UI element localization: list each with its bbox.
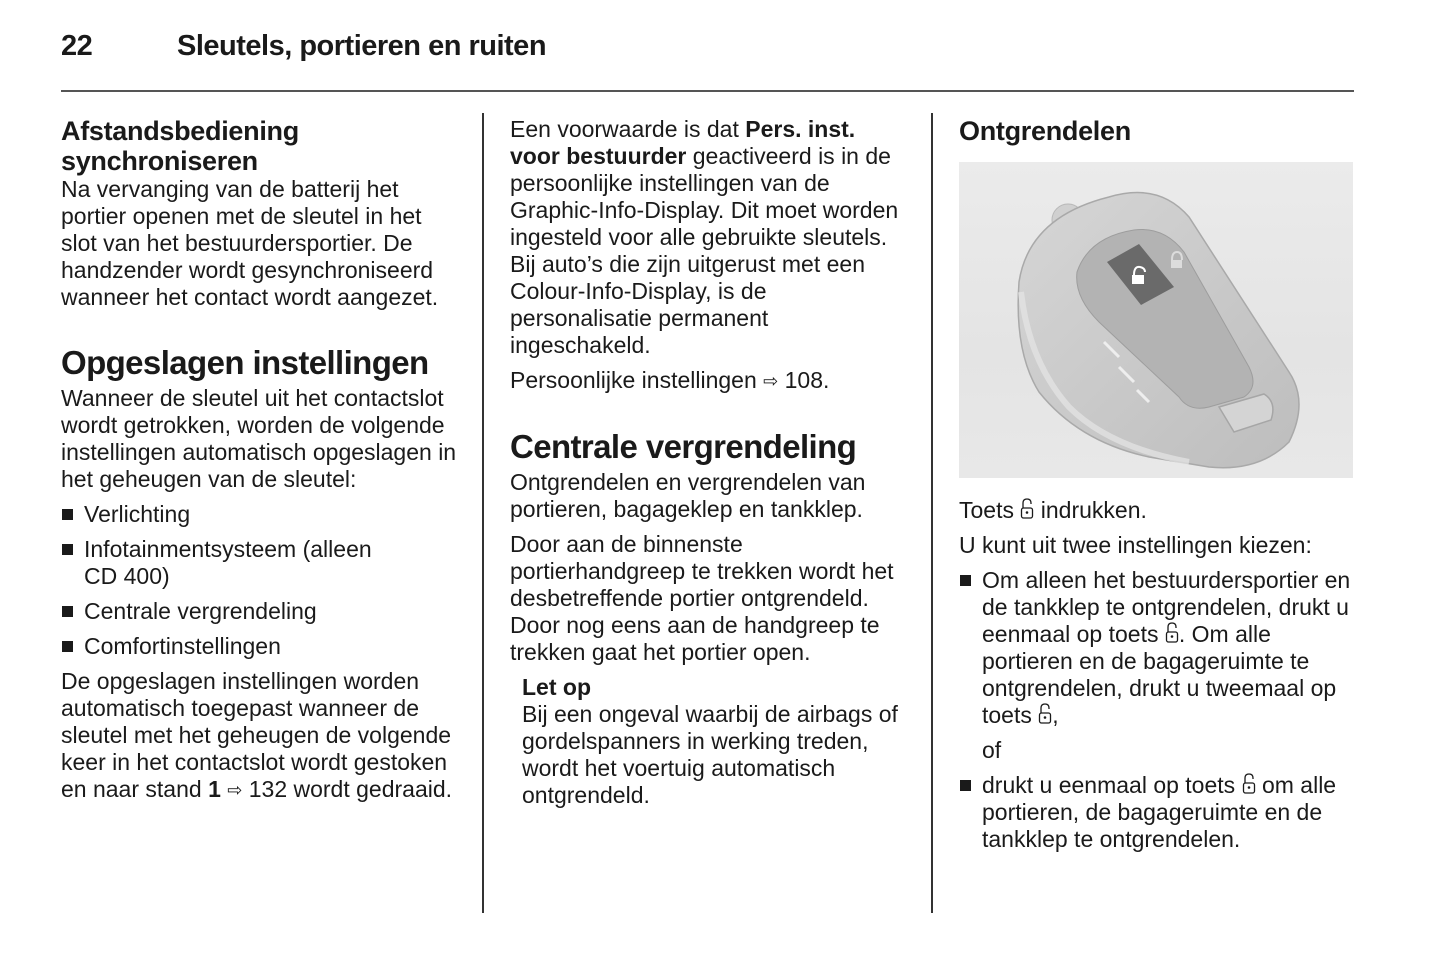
bullet-square-icon <box>960 575 971 586</box>
note-body: Bij een ongeval waarbij de airbags of gordelspanners in werking treden, wordt het voertuig automatisch ontgrendeld. <box>522 701 898 808</box>
ignition-position: 1 <box>208 776 221 802</box>
text: geactiveerd is in de persoonlijke instellingen van de Graphic-Info-Display. Dit moet worden ingesteld voor alle gebruikte sleutels. Bij auto’s die zijn uitgerust met een Colour-Info-Display, is de personalisatie permanent ingeschakeld. <box>510 143 899 358</box>
press-button-instruction <box>959 497 1359 524</box>
page-reference-link[interactable]: 108. <box>784 367 830 393</box>
column-2 <box>510 116 910 809</box>
text: De opgeslagen instellingen worden automatisch toegepast wanneer de sleutel met het geheugen de volgende keer in het contactslot wordt gestoken en naar stand <box>61 668 452 802</box>
note-title: Let op <box>522 674 591 700</box>
sync-paragraph: Na vervanging van de batterij het portier openen met de sleutel in het slot van het bestuurdersportier. De handzender wordt gesynchroniseerd wanneer het contact wordt aangezet. <box>61 176 439 310</box>
header-divider <box>61 90 1354 92</box>
list-item <box>959 772 1359 853</box>
column-3 <box>959 116 1359 146</box>
unlock-icon <box>1038 703 1052 725</box>
column-divider-2 <box>931 113 933 913</box>
text: Persoonlijke instellingen <box>510 367 764 393</box>
text: Een voorwaarde is dat <box>510 116 746 142</box>
or-text: of <box>982 737 1002 763</box>
precondition-paragraph <box>510 116 910 359</box>
list-item-text: Verlichting <box>84 501 191 527</box>
heading-line: Afstandsbediening <box>61 116 299 146</box>
text: Toets <box>959 497 1021 523</box>
unlock-icon <box>1165 622 1179 644</box>
list-item <box>61 633 461 660</box>
bullet-square-icon <box>960 780 971 791</box>
text: wordt gedraaid. <box>293 776 453 802</box>
text: indrukken. <box>1034 497 1147 523</box>
column-divider-1 <box>482 113 484 913</box>
unlock-options-list <box>959 567 1359 853</box>
page-number: 22 <box>61 30 93 62</box>
list-item-text: Infotainmentsysteem (alleen CD 400) <box>84 536 372 589</box>
list-item <box>959 567 1359 764</box>
stored-settings-outro <box>61 668 461 804</box>
list-item-text: Centrale vergrendeling <box>84 598 317 624</box>
heading-line: synchroniseren <box>61 146 258 176</box>
unlock-icon <box>1020 498 1034 520</box>
choose-setting-text: U kunt uit twee instellingen kiezen: <box>959 532 1312 558</box>
section-heading-unlock: Ontgrendelen <box>959 116 1131 146</box>
key-fob-icon <box>959 162 1353 478</box>
bullet-square-icon <box>62 606 73 617</box>
setting-name: Pers. inst. voor bestuurder <box>510 116 856 169</box>
car-key-fob-illustration <box>959 162 1353 478</box>
text: Om alleen het bestuurdersportier en de tankklep te ontgrendelen, drukt u eenmaal op toets <box>982 567 1351 647</box>
reference-arrow-icon: ⇨ <box>227 780 243 800</box>
list-item <box>61 536 461 590</box>
page-reference-link[interactable]: 132 <box>248 776 288 802</box>
text: om alle portieren, de bagageruimte en de tankklep te ontgrendelen. <box>982 772 1337 852</box>
central-locking-paragraph-2: Door aan de binnenste portierhandgreep te trekken wordt het desbetreffende portier ontgrendeld. Door nog eens aan de handgreep te trekken gaat het portier open. <box>510 531 894 665</box>
column-1 <box>61 116 461 812</box>
stored-settings-intro: Wanneer de sleutel uit het contactslot wordt getrokken, worden de volgende instellingen automatisch opgeslagen in het geheugen van de sleutel: <box>61 385 457 492</box>
bullet-square-icon <box>62 641 73 652</box>
reference-arrow-icon: ⇨ <box>763 371 779 391</box>
list-item <box>61 598 461 625</box>
page-header <box>61 28 1354 68</box>
section-heading-sync <box>61 116 461 176</box>
note-box <box>522 674 910 809</box>
personal-settings-reference <box>510 367 910 395</box>
central-locking-paragraph-1: Ontgrendelen en vergrendelen van portieren, bagageklep en tankklep. <box>510 469 866 522</box>
column-3-text <box>959 497 1359 861</box>
list-item-text: Comfortinstellingen <box>84 633 281 659</box>
unlock-icon <box>1242 773 1256 795</box>
bullet-square-icon <box>62 544 73 555</box>
section-heading-stored-settings: Opgeslagen instellingen <box>61 344 429 381</box>
section-heading-central-locking: Centrale vergrendeling <box>510 428 857 465</box>
text: drukt u eenmaal op toets <box>982 772 1242 798</box>
text: . Om alle portieren en de bagageruimte te ontgrendelen, drukt u tweemaal op toets <box>982 621 1337 728</box>
text: , <box>1052 702 1059 728</box>
stored-settings-list <box>61 501 461 660</box>
page-title: Sleutels, portieren en ruiten <box>177 30 547 62</box>
list-item <box>61 501 461 528</box>
bullet-square-icon <box>62 509 73 520</box>
